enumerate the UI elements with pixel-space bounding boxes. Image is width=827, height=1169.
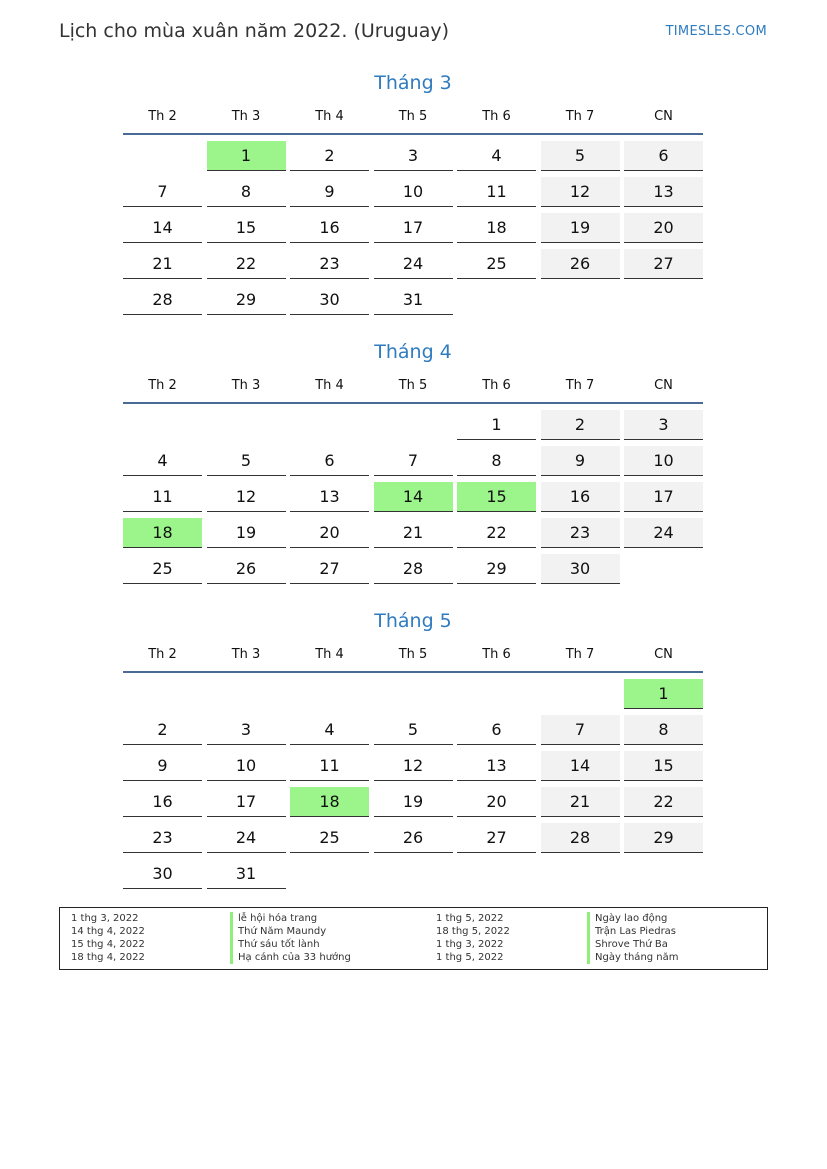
- day-cell[interactable]: 14: [541, 751, 620, 781]
- day-cell[interactable]: 7: [541, 715, 620, 745]
- holiday-day-cell[interactable]: 15: [457, 482, 536, 512]
- day-cell[interactable]: 17: [207, 787, 286, 817]
- day-cell[interactable]: 9: [123, 751, 202, 781]
- legend-date: 1 thg 5, 2022: [436, 952, 504, 963]
- weekday-label: Th 3: [231, 109, 261, 124]
- day-cell[interactable]: 8: [457, 446, 536, 476]
- day-cell[interactable]: 2: [123, 715, 202, 745]
- day-cell[interactable]: 13: [290, 482, 369, 512]
- day-cell[interactable]: 29: [207, 285, 286, 315]
- empty-cell: [207, 410, 286, 440]
- weekday-label: Th 5: [398, 109, 428, 124]
- weekday-label: CN: [654, 378, 673, 393]
- weekday-label: Th 4: [315, 647, 344, 662]
- weekday-label: CN: [654, 647, 673, 662]
- weekday-header: [123, 643, 703, 673]
- legend-date: 1 thg 5, 2022: [436, 913, 504, 924]
- day-cell[interactable]: 25: [123, 554, 202, 584]
- day-cell[interactable]: 2: [541, 410, 620, 440]
- day-cell[interactable]: 6: [290, 446, 369, 476]
- day-cell[interactable]: 28: [123, 285, 202, 315]
- weekday-label: Th 5: [398, 647, 428, 662]
- day-cell[interactable]: 7: [374, 446, 453, 476]
- day-cell[interactable]: 11: [290, 751, 369, 781]
- day-cell[interactable]: 16: [290, 213, 369, 243]
- day-cell[interactable]: 19: [541, 213, 620, 243]
- day-cell[interactable]: 27: [290, 554, 369, 584]
- day-cell[interactable]: 21: [541, 787, 620, 817]
- holiday-day-cell[interactable]: 14: [374, 482, 453, 512]
- day-cell[interactable]: 22: [624, 787, 703, 817]
- day-cell[interactable]: 4: [457, 141, 536, 171]
- day-cell[interactable]: 18: [457, 213, 536, 243]
- day-cell[interactable]: 24: [207, 823, 286, 853]
- weekday-label: Th 7: [565, 109, 595, 124]
- legend-date: 14 thg 4, 2022: [71, 926, 145, 937]
- day-cell[interactable]: 31: [374, 285, 453, 315]
- legend-holiday-name: Ngày tháng năm: [587, 951, 679, 964]
- day-cell[interactable]: 20: [290, 518, 369, 548]
- day-cell[interactable]: 8: [624, 715, 703, 745]
- day-cell[interactable]: 10: [207, 751, 286, 781]
- day-cell[interactable]: 22: [207, 249, 286, 279]
- weekday-label: Th 6: [482, 109, 511, 124]
- weekday-label: Th 5: [398, 378, 428, 393]
- empty-cell: [457, 679, 536, 709]
- day-cell[interactable]: 4: [290, 715, 369, 745]
- day-cell[interactable]: 13: [457, 751, 536, 781]
- legend-holiday-name: Trận Las Piedras: [587, 925, 676, 938]
- day-cell[interactable]: 3: [374, 141, 453, 171]
- day-cell[interactable]: 5: [207, 446, 286, 476]
- day-cell[interactable]: 5: [541, 141, 620, 171]
- empty-cell: [290, 679, 369, 709]
- day-cell[interactable]: 30: [290, 285, 369, 315]
- legend-holiday-name: Hạ cánh của 33 hướng: [230, 951, 351, 964]
- day-cell[interactable]: 24: [624, 518, 703, 548]
- day-cell[interactable]: 12: [207, 482, 286, 512]
- day-cell[interactable]: 4: [123, 446, 202, 476]
- day-cell[interactable]: 26: [207, 554, 286, 584]
- day-cell[interactable]: 25: [290, 823, 369, 853]
- day-cell[interactable]: 6: [457, 715, 536, 745]
- month-title: Tháng 5: [374, 610, 452, 632]
- day-cell[interactable]: 30: [123, 859, 202, 889]
- day-cell[interactable]: 30: [541, 554, 620, 584]
- weekday-label: Th 7: [565, 647, 595, 662]
- holiday-day-cell[interactable]: 1: [624, 679, 703, 709]
- weekday-label: Th 6: [482, 378, 511, 393]
- day-cell[interactable]: 12: [374, 751, 453, 781]
- empty-cell: [374, 679, 453, 709]
- day-cell[interactable]: 29: [624, 823, 703, 853]
- page-title: Lịch cho mùa xuân năm 2022. (Uruguay): [59, 20, 450, 42]
- weekday-label: Th 2: [148, 109, 177, 124]
- legend-row: [60, 925, 767, 938]
- legend-holiday-name: Thứ sáu tốt lành: [230, 938, 320, 951]
- legend-date: 18 thg 5, 2022: [436, 926, 510, 937]
- day-cell[interactable]: 20: [457, 787, 536, 817]
- legend-date: 1 thg 3, 2022: [436, 939, 504, 950]
- day-cell[interactable]: 23: [541, 518, 620, 548]
- day-cell[interactable]: 11: [457, 177, 536, 207]
- day-cell[interactable]: 11: [123, 482, 202, 512]
- day-cell[interactable]: 31: [207, 859, 286, 889]
- holiday-legend: [59, 907, 768, 970]
- month-title: Tháng 4: [374, 341, 452, 363]
- month-march: [123, 68, 703, 315]
- day-cell[interactable]: 28: [374, 554, 453, 584]
- day-cell[interactable]: 19: [207, 518, 286, 548]
- day-cell[interactable]: 21: [374, 518, 453, 548]
- day-grid: [123, 410, 703, 584]
- day-cell[interactable]: 13: [624, 177, 703, 207]
- empty-cell: [207, 679, 286, 709]
- day-cell[interactable]: 23: [290, 249, 369, 279]
- day-grid: [123, 679, 703, 889]
- day-cell[interactable]: 20: [624, 213, 703, 243]
- holiday-day-cell[interactable]: 1: [207, 141, 286, 171]
- day-cell[interactable]: 8: [207, 177, 286, 207]
- legend-holiday-name: Ngày lao động: [587, 912, 667, 925]
- month-title: Tháng 3: [374, 72, 452, 94]
- empty-cell: [541, 679, 620, 709]
- day-cell[interactable]: 9: [541, 446, 620, 476]
- legend-row: [60, 912, 767, 925]
- day-cell[interactable]: 25: [457, 249, 536, 279]
- weekday-label: Th 2: [148, 378, 177, 393]
- day-cell[interactable]: 10: [624, 446, 703, 476]
- legend-row: [60, 938, 767, 951]
- day-cell[interactable]: 24: [374, 249, 453, 279]
- day-cell[interactable]: 26: [541, 249, 620, 279]
- weekday-header: [123, 374, 703, 404]
- day-cell[interactable]: 27: [457, 823, 536, 853]
- legend-date: 18 thg 4, 2022: [71, 952, 145, 963]
- day-grid: [123, 141, 703, 315]
- month-april: [123, 337, 703, 584]
- day-cell[interactable]: 1: [457, 410, 536, 440]
- empty-cell: [290, 410, 369, 440]
- day-cell[interactable]: 23: [123, 823, 202, 853]
- brand-link[interactable]: TIMESLES.COM: [665, 24, 767, 39]
- weekday-label: Th 4: [315, 109, 344, 124]
- day-cell[interactable]: 19: [374, 787, 453, 817]
- empty-cell: [374, 410, 453, 440]
- day-cell[interactable]: 28: [541, 823, 620, 853]
- weekday-label: Th 3: [231, 378, 261, 393]
- weekday-label: Th 6: [482, 647, 511, 662]
- day-cell[interactable]: 2: [290, 141, 369, 171]
- day-cell[interactable]: 22: [457, 518, 536, 548]
- day-cell[interactable]: 9: [290, 177, 369, 207]
- day-cell[interactable]: 15: [207, 213, 286, 243]
- day-cell[interactable]: 7: [123, 177, 202, 207]
- day-cell[interactable]: 27: [624, 249, 703, 279]
- day-cell[interactable]: 5: [374, 715, 453, 745]
- day-cell[interactable]: 29: [457, 554, 536, 584]
- empty-cell: [123, 141, 202, 171]
- day-cell[interactable]: 3: [207, 715, 286, 745]
- month-may: [123, 606, 703, 889]
- day-cell[interactable]: 17: [624, 482, 703, 512]
- day-cell[interactable]: 10: [374, 177, 453, 207]
- legend-date: 15 thg 4, 2022: [71, 939, 145, 950]
- weekday-header: [123, 105, 703, 135]
- day-cell[interactable]: 14: [123, 213, 202, 243]
- weekday-label: Th 3: [231, 647, 261, 662]
- weekday-label: Th 7: [565, 378, 595, 393]
- legend-holiday-name: Thứ Năm Maundy: [230, 925, 326, 938]
- empty-cell: [123, 679, 202, 709]
- day-cell[interactable]: 15: [624, 751, 703, 781]
- day-cell[interactable]: 12: [541, 177, 620, 207]
- day-cell[interactable]: 17: [374, 213, 453, 243]
- day-cell[interactable]: 26: [374, 823, 453, 853]
- day-cell[interactable]: 6: [624, 141, 703, 171]
- weekday-label: Th 4: [315, 378, 344, 393]
- empty-cell: [123, 410, 202, 440]
- weekday-label: Th 2: [148, 647, 177, 662]
- day-cell[interactable]: 16: [123, 787, 202, 817]
- day-cell[interactable]: 3: [624, 410, 703, 440]
- day-cell[interactable]: 16: [541, 482, 620, 512]
- day-cell[interactable]: 21: [123, 249, 202, 279]
- legend-holiday-name: lễ hội hóa trang: [230, 912, 317, 925]
- holiday-day-cell[interactable]: 18: [123, 518, 202, 548]
- weekday-label: CN: [654, 109, 673, 124]
- legend-row: [60, 951, 767, 964]
- legend-holiday-name: Shrove Thứ Ba: [587, 938, 668, 951]
- holiday-day-cell[interactable]: 18: [290, 787, 369, 817]
- legend-date: 1 thg 3, 2022: [71, 913, 139, 924]
